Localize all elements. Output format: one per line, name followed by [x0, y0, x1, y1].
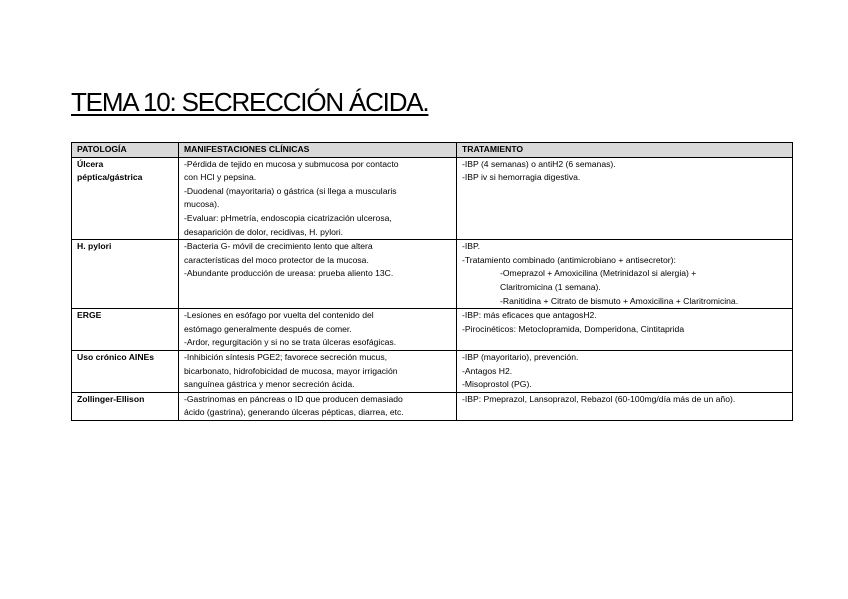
text-line: -Duodenal (mayoritaria) o gástrica (si llega a muscularis	[184, 185, 397, 196]
cell-patologia	[72, 240, 179, 309]
text-line: -IBP: Pmeprazol, Lansoprazol, Rebazol (60-100mg/día más de un año).	[462, 393, 736, 404]
text-line: Úlcera	[77, 158, 104, 169]
text-line: -Gastrinomas en páncreas o ID que producen demasiado	[184, 393, 403, 404]
text-line: ERGE	[77, 310, 102, 321]
text-line: -IBP (mayoritario), prevención.	[462, 351, 579, 362]
cell-patologia	[72, 309, 179, 351]
table-row	[72, 240, 793, 309]
cell-patologia	[72, 157, 179, 240]
text-line: mucosa).	[184, 199, 220, 210]
page-title: TEMA 10: SECRECCIÓN ÁCIDA.	[71, 87, 429, 117]
cell-manifestaciones	[179, 240, 457, 309]
header-patologia: PATOLOGÍA	[72, 143, 179, 158]
text-line: desaparición de dolor, recidivas, H. pylori.	[184, 226, 344, 237]
table-row	[72, 157, 793, 240]
text-line: sanguínea gástrica y menor secreción ácida.	[184, 379, 355, 390]
cell-manifestaciones	[179, 350, 457, 392]
text-line: -Ranitidina + Citrato de bismuto + Amoxicilina + Claritromicina.	[500, 295, 739, 306]
cell-manifestaciones	[179, 157, 457, 240]
text-line: bicarbonato, hidrofobicidad de mucosa, mayor irrigación	[184, 365, 398, 376]
table-header-row	[72, 143, 793, 158]
text-line: -Evaluar: pHmetría, endoscopia cicatrización ulcerosa,	[184, 212, 392, 223]
text-line: -IBP (4 semanas) o antiH2 (6 semanas).	[462, 158, 616, 169]
text-line: -Lesiones en esófago por vuelta del contenido del	[184, 310, 374, 321]
text-line: Uso crónico AINEs	[77, 351, 155, 362]
cell-tratamiento	[457, 350, 793, 392]
cell-tratamiento	[457, 392, 793, 420]
cell-manifestaciones	[179, 309, 457, 351]
text-line: -IBP iv si hemorragia digestiva.	[462, 172, 581, 183]
text-line: -Antagos H2.	[462, 365, 513, 376]
table-row	[72, 392, 793, 420]
header-tratamiento: TRATAMIENTO	[457, 143, 793, 158]
text-line: -Pérdida de tejido en mucosa y submucosa por contacto	[184, 158, 399, 169]
text-line: Claritromicina (1 semana).	[500, 281, 601, 292]
text-line: -Pirocinéticos: Metoclopramida, Domperidona, Cintitaprida	[462, 323, 685, 334]
cell-tratamiento	[457, 240, 793, 309]
text-line: -Misoprostol (PG).	[462, 379, 532, 390]
text-line: -Tratamiento combinado (antimicrobiano + antisecretor):	[462, 254, 676, 265]
text-line: Zollinger-Ellison	[77, 393, 145, 404]
cell-tratamiento	[457, 157, 793, 240]
text-line: péptica/gástrica	[77, 172, 143, 183]
text-line: -IBP.	[462, 241, 480, 252]
cell-patologia	[72, 350, 179, 392]
cell-manifestaciones	[179, 392, 457, 420]
header-manifestaciones: MANIFESTACIONES CLÍNICAS	[179, 143, 457, 158]
cell-tratamiento	[457, 309, 793, 351]
table-row	[72, 350, 793, 392]
text-line: ácido (gastrina), generando úlceras pépticas, diarrea, etc.	[184, 407, 404, 418]
text-line: estómago generalmente después de comer.	[184, 323, 352, 334]
text-line: -Bacteria G- móvil de crecimiento lento que altera	[184, 241, 373, 252]
text-line: H. pylori	[77, 241, 112, 252]
text-line: -Ardor, regurgitación y si no se trata úlceras esofágicas.	[184, 337, 397, 348]
cell-patologia	[72, 392, 179, 420]
text-line: -IBP: más eficaces que antagosH2.	[462, 310, 597, 321]
pathology-table	[71, 142, 793, 421]
text-line: -Abundante producción de ureasa: prueba aliento 13C.	[184, 268, 394, 279]
table-row	[72, 309, 793, 351]
text-line: -Inhibición síntesis PGE2; favorece secreción mucus,	[184, 351, 387, 362]
text-line: con HCl y pepsina.	[184, 172, 257, 183]
text-line: -Omeprazol + Amoxicilina (Metrinidazol si alergia) +	[500, 268, 697, 279]
text-line: características del moco protector de la mucosa.	[184, 254, 369, 265]
